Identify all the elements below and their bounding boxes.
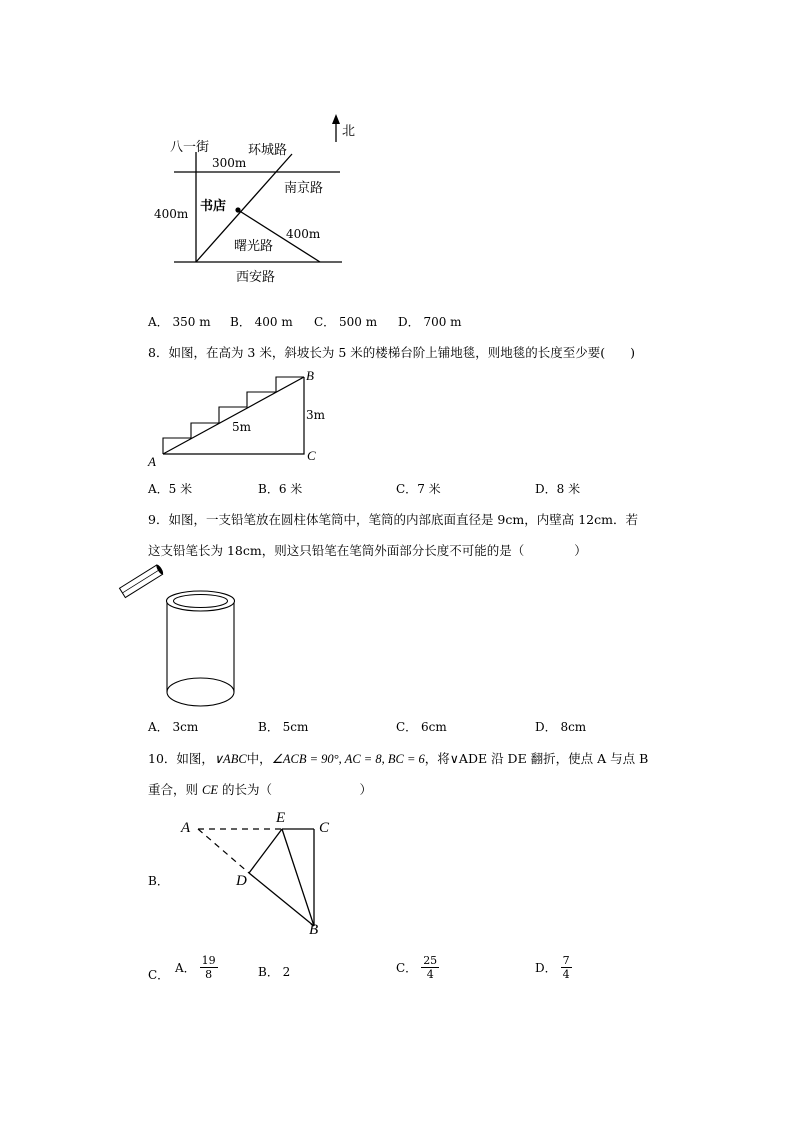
q8-stem: 8．如图，在高为 3 米，斜坡长为 5 米的楼梯台阶上铺地毯，则地毯的长度至少要( ): [148, 345, 636, 360]
q10-option-prefix: C．: [148, 968, 170, 982]
q9-option-d[interactable]: D． 8cm: [535, 720, 587, 734]
q9-option-c[interactable]: C． 6cm: [396, 720, 447, 734]
q10-stem-line2: 重合，则 CE 的长为（ ）: [148, 782, 372, 797]
q7-option-b[interactable]: B． 400 m: [230, 315, 293, 329]
q10-stem-line1: 10．如图，∨ABC中，∠ACB = 90°, AC = 8, BC = 6，将∨ADE 沿 DE 翻折，使点 A 与点 B: [148, 751, 649, 766]
map-nanjing-label: 南京路: [284, 181, 324, 196]
map-north-label: 北: [342, 124, 356, 139]
q10-option-a[interactable]: A． $\frac{19}{8}$: [175, 954, 216, 981]
q9-option-b[interactable]: B． 5cm: [258, 720, 309, 734]
q10-stray-b: B．: [148, 874, 169, 888]
stairs-slope-label: 5m: [232, 420, 252, 434]
map-dist-300: 300m: [212, 156, 247, 170]
q10-option-c[interactable]: C． $\frac{25}{4}$: [396, 954, 438, 981]
fold-label-d: D: [236, 873, 247, 889]
map-huancheng-label: 环城路: [248, 143, 288, 158]
q9-option-a[interactable]: A． 3cm: [148, 720, 199, 734]
map-shuguang-label: 曙光路: [234, 239, 274, 254]
stairs-height-label: 3m: [306, 408, 326, 422]
map-shudian-label: 书店: [200, 199, 227, 214]
map-dist-400-left: 400m: [154, 207, 189, 221]
fold-label-a: A: [181, 820, 191, 836]
q8-option-a[interactable]: A．5 米: [148, 482, 193, 496]
q7-option-c[interactable]: C． 500 m: [314, 315, 378, 329]
stairs-label-a: A: [148, 454, 156, 469]
q8-option-d[interactable]: D．8 米: [535, 482, 581, 496]
stairs-label-b: B: [306, 368, 314, 383]
q9-stem-line1: 9．如图，一支铅笔放在圆柱体笔筒中，笔筒的内部底面直径是 9cm，内壁高 12cm．若: [148, 512, 638, 527]
q8-option-b[interactable]: B．6 米: [258, 482, 303, 496]
map-dist-400-right: 400m: [286, 227, 321, 241]
fold-label-b: B: [309, 922, 319, 938]
q7-option-d[interactable]: D． 700 m: [398, 315, 462, 329]
q10-option-d[interactable]: D． $\frac{7}{4}$: [535, 954, 570, 981]
q10-option-b[interactable]: B． 2: [258, 965, 291, 979]
stairs-label-c: C: [307, 448, 316, 463]
map-bayi-label: 八一街: [170, 140, 210, 155]
q8-option-c[interactable]: C．7 米: [396, 482, 441, 496]
fold-label-c: C: [319, 820, 330, 836]
q9-stem-line2: 这支铅笔长为 18cm，则这只铅笔在笔筒外面部分长度不可能的是（ ）: [148, 543, 587, 558]
fold-label-e: E: [276, 810, 286, 826]
q7-option-a[interactable]: A． 350 m: [148, 315, 211, 329]
map-xian-label: 西安路: [236, 270, 276, 285]
